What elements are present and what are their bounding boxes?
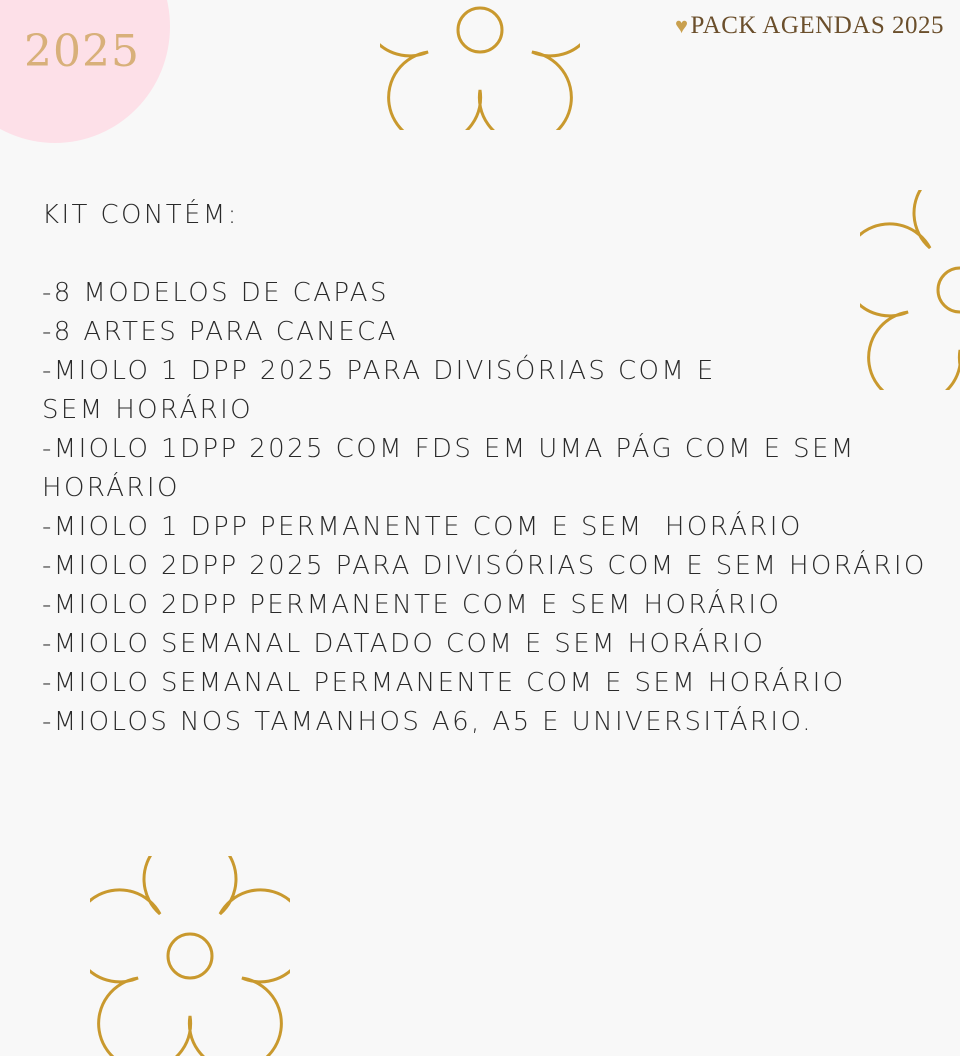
list-item: -8 ARTES PARA CANECA [42, 317, 398, 347]
list-item: -MIOLO 2DPP PERMANENTE COM E SEM HORÁRIO [42, 590, 782, 620]
year-label: 2025 [24, 26, 140, 77]
flower-icon [380, 0, 580, 130]
list-item: -MIOLO SEMANAL DATADO COM E SEM HORÁRIO [42, 629, 766, 659]
flower-icon [90, 856, 290, 1056]
list-item: -MIOLOS NOS TAMANHOS A6, A5 E UNIVERSITÁRIO. [42, 707, 813, 737]
list-item: -8 MODELOS DE CAPAS [42, 278, 389, 308]
list-item: -MIOLO 1DPP 2025 COM FDS EM UMA PÁG COM E SEM HORÁRIO [42, 434, 867, 503]
kit-contents [42, 196, 942, 742]
brand-title [675, 12, 944, 40]
list-item: -MIOLO 1 DPP 2025 PARA DIVISÓRIAS COM E SEM HORÁRIO [42, 356, 716, 425]
kit-heading: KIT CONTÉM: [42, 200, 239, 230]
list-item: -MIOLO SEMANAL PERMANENTE COM E SEM HORÁRIO [42, 668, 846, 698]
heart-icon: ♥ [674, 13, 689, 38]
list-item: -MIOLO 2DPP 2025 PARA DIVISÓRIAS COM E SEM HORÁRIO [42, 551, 927, 581]
brand-text: PACK AGENDAS 2025 [690, 12, 944, 39]
list-item: -MIOLO 1 DPP PERMANENTE COM E SEM HORÁRIO [42, 512, 803, 542]
